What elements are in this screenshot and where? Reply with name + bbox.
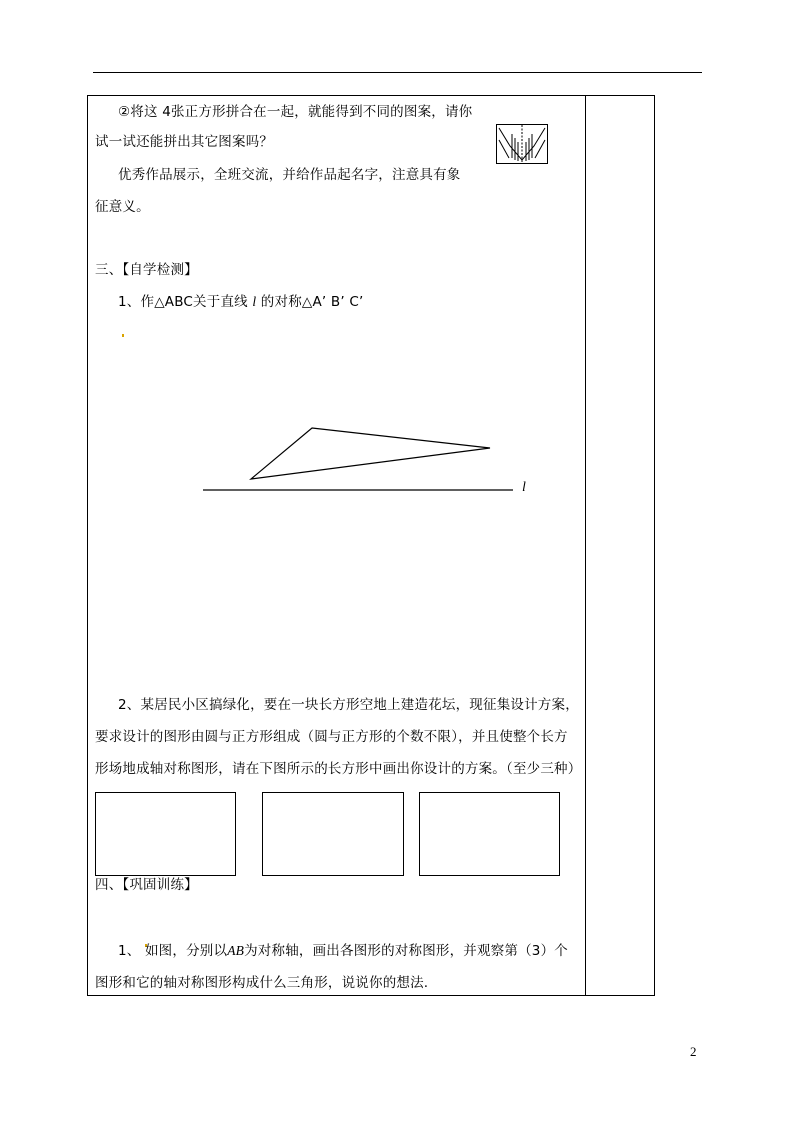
section-three-heading: 三、【自学检测】 (95, 262, 198, 278)
design-box-2[interactable] (262, 792, 404, 876)
section-four-heading: 四、【巩固训练】 (95, 877, 198, 893)
line-variable: l (252, 294, 257, 309)
design-box-3[interactable] (419, 792, 560, 876)
question-garden-line1: 2、某居民小区搞绿化，要在一块长方形空地上建造花坛，现征集设计方案， (118, 697, 579, 713)
question-axis-symmetry-line2: 图形和它的轴对称图形构成什么三角形，说说你的想法. (95, 975, 429, 991)
triangle-abc (251, 428, 490, 479)
question-reflect-text-pre: 1、作△ABC关于直线 (118, 294, 253, 310)
paragraph-combine-line2: 试一试还能拼出其它图案吗？ (95, 134, 274, 150)
question-reflect-text-post: 的对称△A’ B’ C’ (256, 294, 364, 310)
question-garden-line3: 形场地成轴对称图形，请在下图所示的长方形中画出你设计的方案。（至少三种） (95, 761, 582, 777)
paragraph-combine-line1: ②将这 4张正方形拼合在一起，就能得到不同的图案，请你 (118, 104, 473, 120)
question-axis-symmetry-line1 (118, 943, 568, 959)
line-l-label: l (522, 480, 527, 495)
page-number: 2 (690, 1044, 697, 1059)
question-axis-text-pre: 1、 如图，分别以 (118, 943, 228, 959)
axis-variable: AB (227, 943, 245, 958)
question-axis-text-post: 为对称轴，画出各图形的对称图形，并观察第（3）个 (244, 943, 568, 959)
paragraph-showcase-line1: 优秀作品展示，全班交流，并给作品起名字，注意具有象 (118, 167, 461, 183)
design-box-1[interactable] (95, 792, 236, 876)
question-garden-line2: 要求设计的图形由圆与正方形组成（圆与正方形的个数不限），并且使整个长方 (95, 729, 568, 745)
paragraph-showcase-line2: 征意义。 (95, 199, 150, 215)
